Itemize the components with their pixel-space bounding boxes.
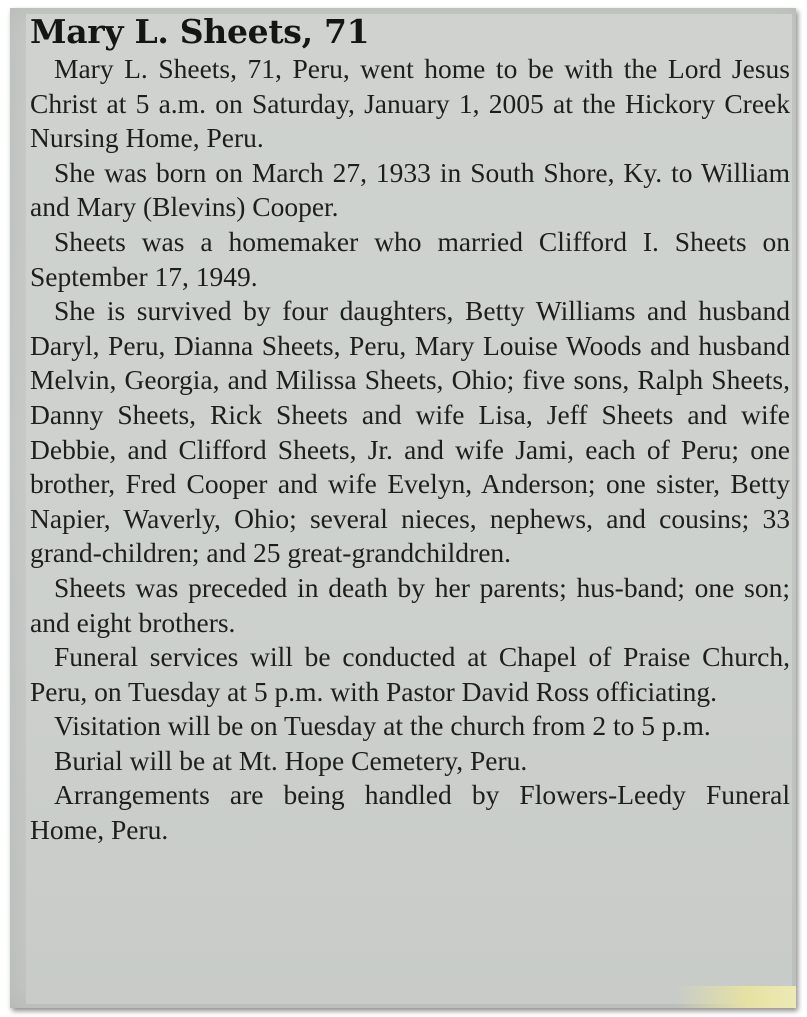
obituary-headline: Mary L. Sheets, 71 <box>30 12 370 51</box>
obituary-article <box>30 12 790 848</box>
paragraph-funeral: Funeral services will be conducted at Chapel of Praise Church, Peru, on Tuesday at 5 p.m. with Pastor David Ross officiating. <box>30 641 790 707</box>
paragraph-death-notice: Mary L. Sheets, 71, Peru, went home to be with the Lord Jesus Christ at 5 a.m. on Saturday, January 1, 2005 at the Hickory Creek Nursing Home, Peru. <box>30 53 790 154</box>
paragraph-preceded: Sheets was preceded in death by her parents; hus-band; one son; and eight brothers. <box>30 571 790 638</box>
paragraph-birth: She was born on March 27, 1933 in South Shore, Ky. to William and Mary (Blevins) Cooper. <box>30 156 790 223</box>
paper-edge <box>676 986 796 1008</box>
paragraph-survivors: She is survived by four daughters, Betty Williams and husband Daryl, Peru, Dianna Sheets, Peru, Mary Louise Woods and husband Melvin, Georgia, and Milissa Sheets, Ohio; five sons, Ralph Sheets, Danny Sheets, Rick Sheets and wife Lisa, Jeff Sheets and wife Debbie, and Clifford Sheets, Jr. and wife Jami, each of Peru; one brother, Fred Cooper and wife Evelyn, Anderson; one sister, Betty Napier, Waverly, Ohio; several nieces, nephews, and cousins; 33 grand-children; and 25 great-grandchildren. <box>30 295 790 569</box>
paragraph-burial: Burial will be at Mt. Hope Cemetery, Peru. <box>54 744 528 776</box>
obituary-body <box>30 52 790 848</box>
paragraph-marriage: Sheets was a homemaker who married Clifford I. Sheets on September 17, 1949. <box>30 225 790 292</box>
paragraph-arrangements: Arrangements are being handled by Flowers-Leedy Funeral Home, Peru. <box>30 779 790 846</box>
paragraph-visitation: Visitation will be on Tuesday at the church from 2 to 5 p.m. <box>54 710 711 742</box>
